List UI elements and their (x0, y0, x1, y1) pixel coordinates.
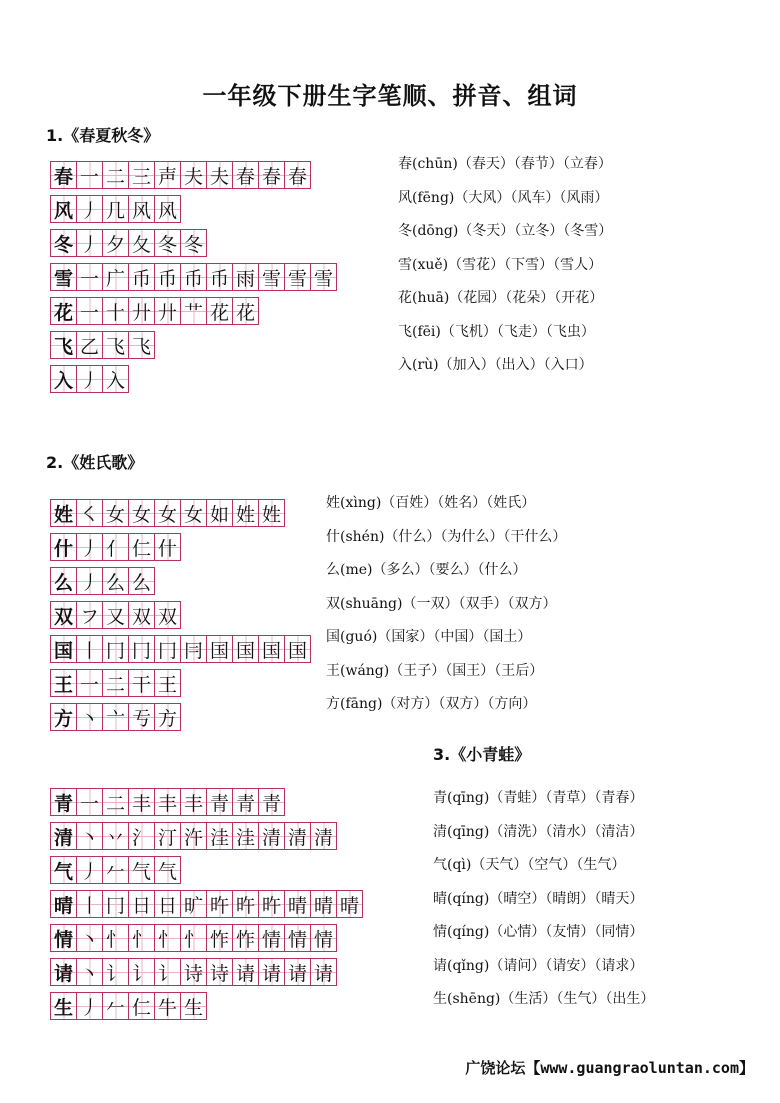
word-list-1 (398, 153, 612, 388)
character-cell: 雪 (50, 263, 77, 291)
stroke-row (50, 992, 362, 1020)
stroke-cell: 忄 (102, 924, 129, 952)
stroke-cell: 冬 (180, 229, 207, 257)
stroke-cell: 国 (284, 635, 311, 663)
stroke-cell: 旿 (258, 890, 285, 918)
stroke-cell: 旿 (232, 890, 259, 918)
character-cell: 花 (50, 297, 77, 325)
stroke-row (50, 263, 336, 291)
stroke-cell: 生 (180, 992, 207, 1020)
stroke-row (50, 669, 310, 697)
stroke-cell: 一 (76, 263, 103, 291)
stroke-row (50, 567, 310, 595)
stroke-cell: 忄 (154, 924, 181, 952)
page-title: 一年级下册生字笔顺、拼音、组词 (202, 82, 578, 110)
word-entry: 方(fāng)（对方）（双方）（方向） (326, 696, 537, 712)
section-heading-1: 1.《春夏秋冬》 (46, 126, 160, 145)
stroke-grid-1 (50, 161, 336, 399)
stroke-cell: 么 (102, 567, 129, 595)
stroke-cell: 风 (154, 195, 181, 223)
stroke-cell: 丶 (76, 822, 103, 850)
stroke-cell: 冂 (102, 635, 129, 663)
stroke-cell: 女 (128, 499, 155, 527)
stroke-cell: 冂 (128, 635, 155, 663)
stroke-cell: 气 (128, 856, 155, 884)
word-entry: 冬(dōng)（冬天）（立冬）（冬雪） (398, 223, 613, 239)
stroke-cell: 仁 (128, 992, 155, 1020)
word-entry: 王(wáng)（王子）（国王）（王后） (326, 662, 544, 679)
stroke-cell: 丰 (154, 788, 181, 816)
character-cell: 清 (50, 822, 77, 850)
stroke-cell: 情 (310, 924, 337, 952)
stroke-cell: 方 (154, 703, 181, 731)
stroke-cell: 丨 (76, 635, 103, 663)
stroke-cell: 旿 (206, 890, 233, 918)
stroke-cell: 清 (310, 822, 337, 850)
stroke-cell: 飞 (128, 331, 155, 359)
stroke-cell: 清 (284, 822, 311, 850)
stroke-row (50, 890, 362, 918)
stroke-cell: 冃 (180, 635, 207, 663)
stroke-cell: 丿 (76, 229, 103, 257)
stroke-cell: 忄 (180, 924, 207, 952)
stroke-cell: 请 (284, 958, 311, 986)
word-entry: 飞(fēi)（飞机）（飞走）（飞虫） (398, 323, 595, 340)
stroke-cell: 清 (258, 822, 285, 850)
stroke-cell: 一 (76, 161, 103, 189)
stroke-cell: 诗 (206, 958, 233, 986)
stroke-row (50, 365, 336, 393)
stroke-grid-3 (50, 788, 362, 1026)
stroke-row (50, 856, 362, 884)
word-entry: 请(qǐng)（请问）（请安）（请求） (433, 957, 644, 974)
stroke-cell: 二 (102, 788, 129, 816)
stroke-cell: 丶 (76, 703, 103, 731)
stroke-cell: 花 (206, 297, 233, 325)
stroke-row (50, 635, 310, 663)
stroke-cell: 请 (232, 958, 259, 986)
stroke-cell: 丿 (76, 365, 103, 393)
stroke-cell: 情 (284, 924, 311, 952)
stroke-cell: 晴 (284, 890, 311, 918)
stroke-cell: 晴 (336, 890, 363, 918)
stroke-cell: 冂 (154, 635, 181, 663)
stroke-cell: 丿 (76, 856, 103, 884)
stroke-cell: 诗 (180, 958, 207, 986)
stroke-row (50, 601, 310, 629)
stroke-cell: 仁 (128, 533, 155, 561)
stroke-cell: 𠂉 (102, 856, 129, 884)
character-cell: 请 (50, 958, 77, 986)
stroke-cell: 丰 (180, 788, 207, 816)
character-cell: 风 (50, 195, 77, 223)
stroke-cell: 丿 (76, 567, 103, 595)
stroke-cell: 日 (154, 890, 181, 918)
stroke-cell: 国 (206, 635, 233, 663)
word-list-2 (326, 492, 566, 727)
word-entry: 什(shén)（什么）（为什么）（干什么） (326, 528, 567, 545)
stroke-cell: 国 (232, 635, 259, 663)
stroke-row (50, 331, 336, 359)
word-entry: 入(rù)（加入）（出入）（入口） (398, 357, 593, 373)
stroke-cell: 青 (206, 788, 233, 816)
stroke-cell: 么 (128, 567, 155, 595)
stroke-cell: 王 (154, 669, 181, 697)
stroke-cell: 乙 (76, 331, 103, 359)
character-cell: 春 (50, 161, 77, 189)
stroke-cell: 丨 (76, 890, 103, 918)
stroke-row (50, 958, 362, 986)
stroke-cell: 亻 (102, 533, 129, 561)
stroke-row (50, 229, 336, 257)
stroke-cell: 二 (102, 669, 129, 697)
stroke-cell: 讠 (154, 958, 181, 986)
stroke-cell: 气 (154, 856, 181, 884)
stroke-cell: 晴 (310, 890, 337, 918)
word-entry: 风(fēng)（大风）（风车）（风雨） (398, 189, 609, 206)
character-cell: 情 (50, 924, 77, 952)
word-entry: 雪(xuě)（雪花）（下雪）（雪人） (398, 256, 603, 273)
stroke-cell: 如 (206, 499, 233, 527)
stroke-cell: 什 (154, 533, 181, 561)
character-cell: 冬 (50, 229, 77, 257)
stroke-row (50, 161, 336, 189)
character-cell: 姓 (50, 499, 77, 527)
character-cell: 王 (50, 669, 77, 697)
stroke-cell: 洼 (232, 822, 259, 850)
stroke-cell: 青 (232, 788, 259, 816)
stroke-cell: 姓 (232, 499, 259, 527)
character-cell: 什 (50, 533, 77, 561)
stroke-cell: 二 (102, 161, 129, 189)
stroke-cell: 丿 (76, 533, 103, 561)
stroke-cell: 广 (102, 263, 129, 291)
stroke-cell: 廾 (128, 297, 155, 325)
stroke-cell: 讠 (128, 958, 155, 986)
word-entry: 情(qíng)（心情）（友情）（同情） (433, 924, 644, 940)
stroke-row (50, 703, 310, 731)
stroke-cell: 丶 (76, 958, 103, 986)
character-cell: 双 (50, 601, 77, 629)
stroke-cell: 冬 (154, 229, 181, 257)
stroke-cell: 一 (76, 669, 103, 697)
stroke-cell: 冂 (102, 890, 129, 918)
stroke-cell: 青 (258, 788, 285, 816)
stroke-cell: 几 (102, 195, 129, 223)
stroke-cell: 情 (258, 924, 285, 952)
stroke-row (50, 533, 310, 561)
word-entry: 春(chūn)（春天）（春节）（立春） (398, 156, 612, 172)
stroke-cell: 夫 (206, 161, 233, 189)
section-heading-2: 2.《姓氏歌》 (46, 453, 144, 472)
word-entry: 晴(qíng)（晴空）（晴朗）（晴天） (433, 890, 644, 907)
word-entry: 双(shuāng)（一双）（双手）（双方） (326, 595, 557, 612)
stroke-cell: 丿 (76, 195, 103, 223)
stroke-cell: 女 (102, 499, 129, 527)
word-entry: 花(huā)（花园）（花朵）（开花） (398, 290, 604, 306)
stroke-row (50, 924, 362, 952)
word-entry: 清(qīng)（清洗）（清水）（清洁） (433, 823, 644, 840)
stroke-cell: 春 (284, 161, 311, 189)
stroke-row (50, 499, 310, 527)
character-cell: 晴 (50, 890, 77, 918)
stroke-cell: 洼 (206, 822, 233, 850)
stroke-cell: 花 (232, 297, 259, 325)
character-cell: 方 (50, 703, 77, 731)
stroke-cell: フ (76, 601, 103, 629)
stroke-cell: 十 (102, 297, 129, 325)
stroke-cell: 丿 (76, 992, 103, 1020)
stroke-row (50, 297, 336, 325)
stroke-cell: 怍 (206, 924, 233, 952)
stroke-cell: 夫 (180, 161, 207, 189)
stroke-cell: 丷 (102, 822, 129, 850)
word-entry: 气(qì)（天气）（空气）（生气） (433, 857, 626, 873)
stroke-cell: 女 (154, 499, 181, 527)
stroke-cell: 艹 (180, 297, 207, 325)
site-footer: 广饶论坛【www.guangraoluntan.com】 (465, 1059, 754, 1077)
stroke-cell: 一 (76, 788, 103, 816)
word-entry: 姓(xìng)（百姓）（姓名）（姓氏） (326, 495, 536, 511)
stroke-cell: 双 (154, 601, 181, 629)
stroke-cell: 亐 (128, 703, 155, 731)
stroke-cell: 𠂉 (102, 992, 129, 1020)
stroke-cell: 牛 (154, 992, 181, 1020)
stroke-cell: 亠 (102, 703, 129, 731)
character-cell: 生 (50, 992, 77, 1020)
character-cell: 青 (50, 788, 77, 816)
stroke-cell: 国 (258, 635, 285, 663)
stroke-row (50, 822, 362, 850)
word-entry: 青(qīng)（青蛙）（青草）（青春） (433, 790, 644, 806)
word-entry: 国(guó)（国家）（中国）（国土） (326, 629, 532, 645)
stroke-cell: 廾 (154, 297, 181, 325)
section-heading-3: 3.《小青蛙》 (433, 745, 531, 764)
stroke-cell: 三 (128, 161, 155, 189)
character-cell: 飞 (50, 331, 77, 359)
stroke-cell: 请 (310, 958, 337, 986)
stroke-cell: 币 (180, 263, 207, 291)
stroke-cell: ㇛ (76, 499, 103, 527)
stroke-cell: 氵 (128, 822, 155, 850)
stroke-cell: 夕 (102, 229, 129, 257)
stroke-cell: 币 (128, 263, 155, 291)
stroke-cell: 讠 (102, 958, 129, 986)
stroke-cell: 飞 (102, 331, 129, 359)
stroke-cell: 夂 (128, 229, 155, 257)
stroke-cell: 又 (102, 601, 129, 629)
stroke-cell: 日 (128, 890, 155, 918)
stroke-cell: 风 (128, 195, 155, 223)
stroke-cell: 怍 (232, 924, 259, 952)
stroke-cell: 汻 (180, 822, 207, 850)
stroke-cell: 汀 (154, 822, 181, 850)
stroke-cell: 干 (128, 669, 155, 697)
character-cell: 国 (50, 635, 77, 663)
stroke-cell: 一 (76, 297, 103, 325)
stroke-cell: 声 (154, 161, 181, 189)
stroke-cell: 雪 (284, 263, 311, 291)
word-list-3 (433, 787, 654, 1022)
stroke-cell: 雪 (310, 263, 337, 291)
word-entry: 生(shēng)（生活）（生气）（出生） (433, 991, 655, 1007)
stroke-row (50, 788, 362, 816)
stroke-row (50, 195, 336, 223)
stroke-cell: 姓 (258, 499, 285, 527)
stroke-cell: 请 (258, 958, 285, 986)
stroke-cell: 丶 (76, 924, 103, 952)
word-entry: 么(me)（多么）（要么）（什么） (326, 562, 527, 578)
stroke-cell: 币 (154, 263, 181, 291)
stroke-cell: 女 (180, 499, 207, 527)
character-cell: 入 (50, 365, 77, 393)
stroke-cell: 丰 (128, 788, 155, 816)
character-cell: 么 (50, 567, 77, 595)
stroke-cell: 雪 (258, 263, 285, 291)
stroke-cell: 雨 (232, 263, 259, 291)
stroke-grid-2 (50, 499, 310, 737)
character-cell: 气 (50, 856, 77, 884)
stroke-cell: 双 (128, 601, 155, 629)
stroke-cell: 入 (102, 365, 129, 393)
stroke-cell: 忄 (128, 924, 155, 952)
stroke-cell: 春 (232, 161, 259, 189)
stroke-cell: 旷 (180, 890, 207, 918)
stroke-cell: 币 (206, 263, 233, 291)
stroke-cell: 春 (258, 161, 285, 189)
